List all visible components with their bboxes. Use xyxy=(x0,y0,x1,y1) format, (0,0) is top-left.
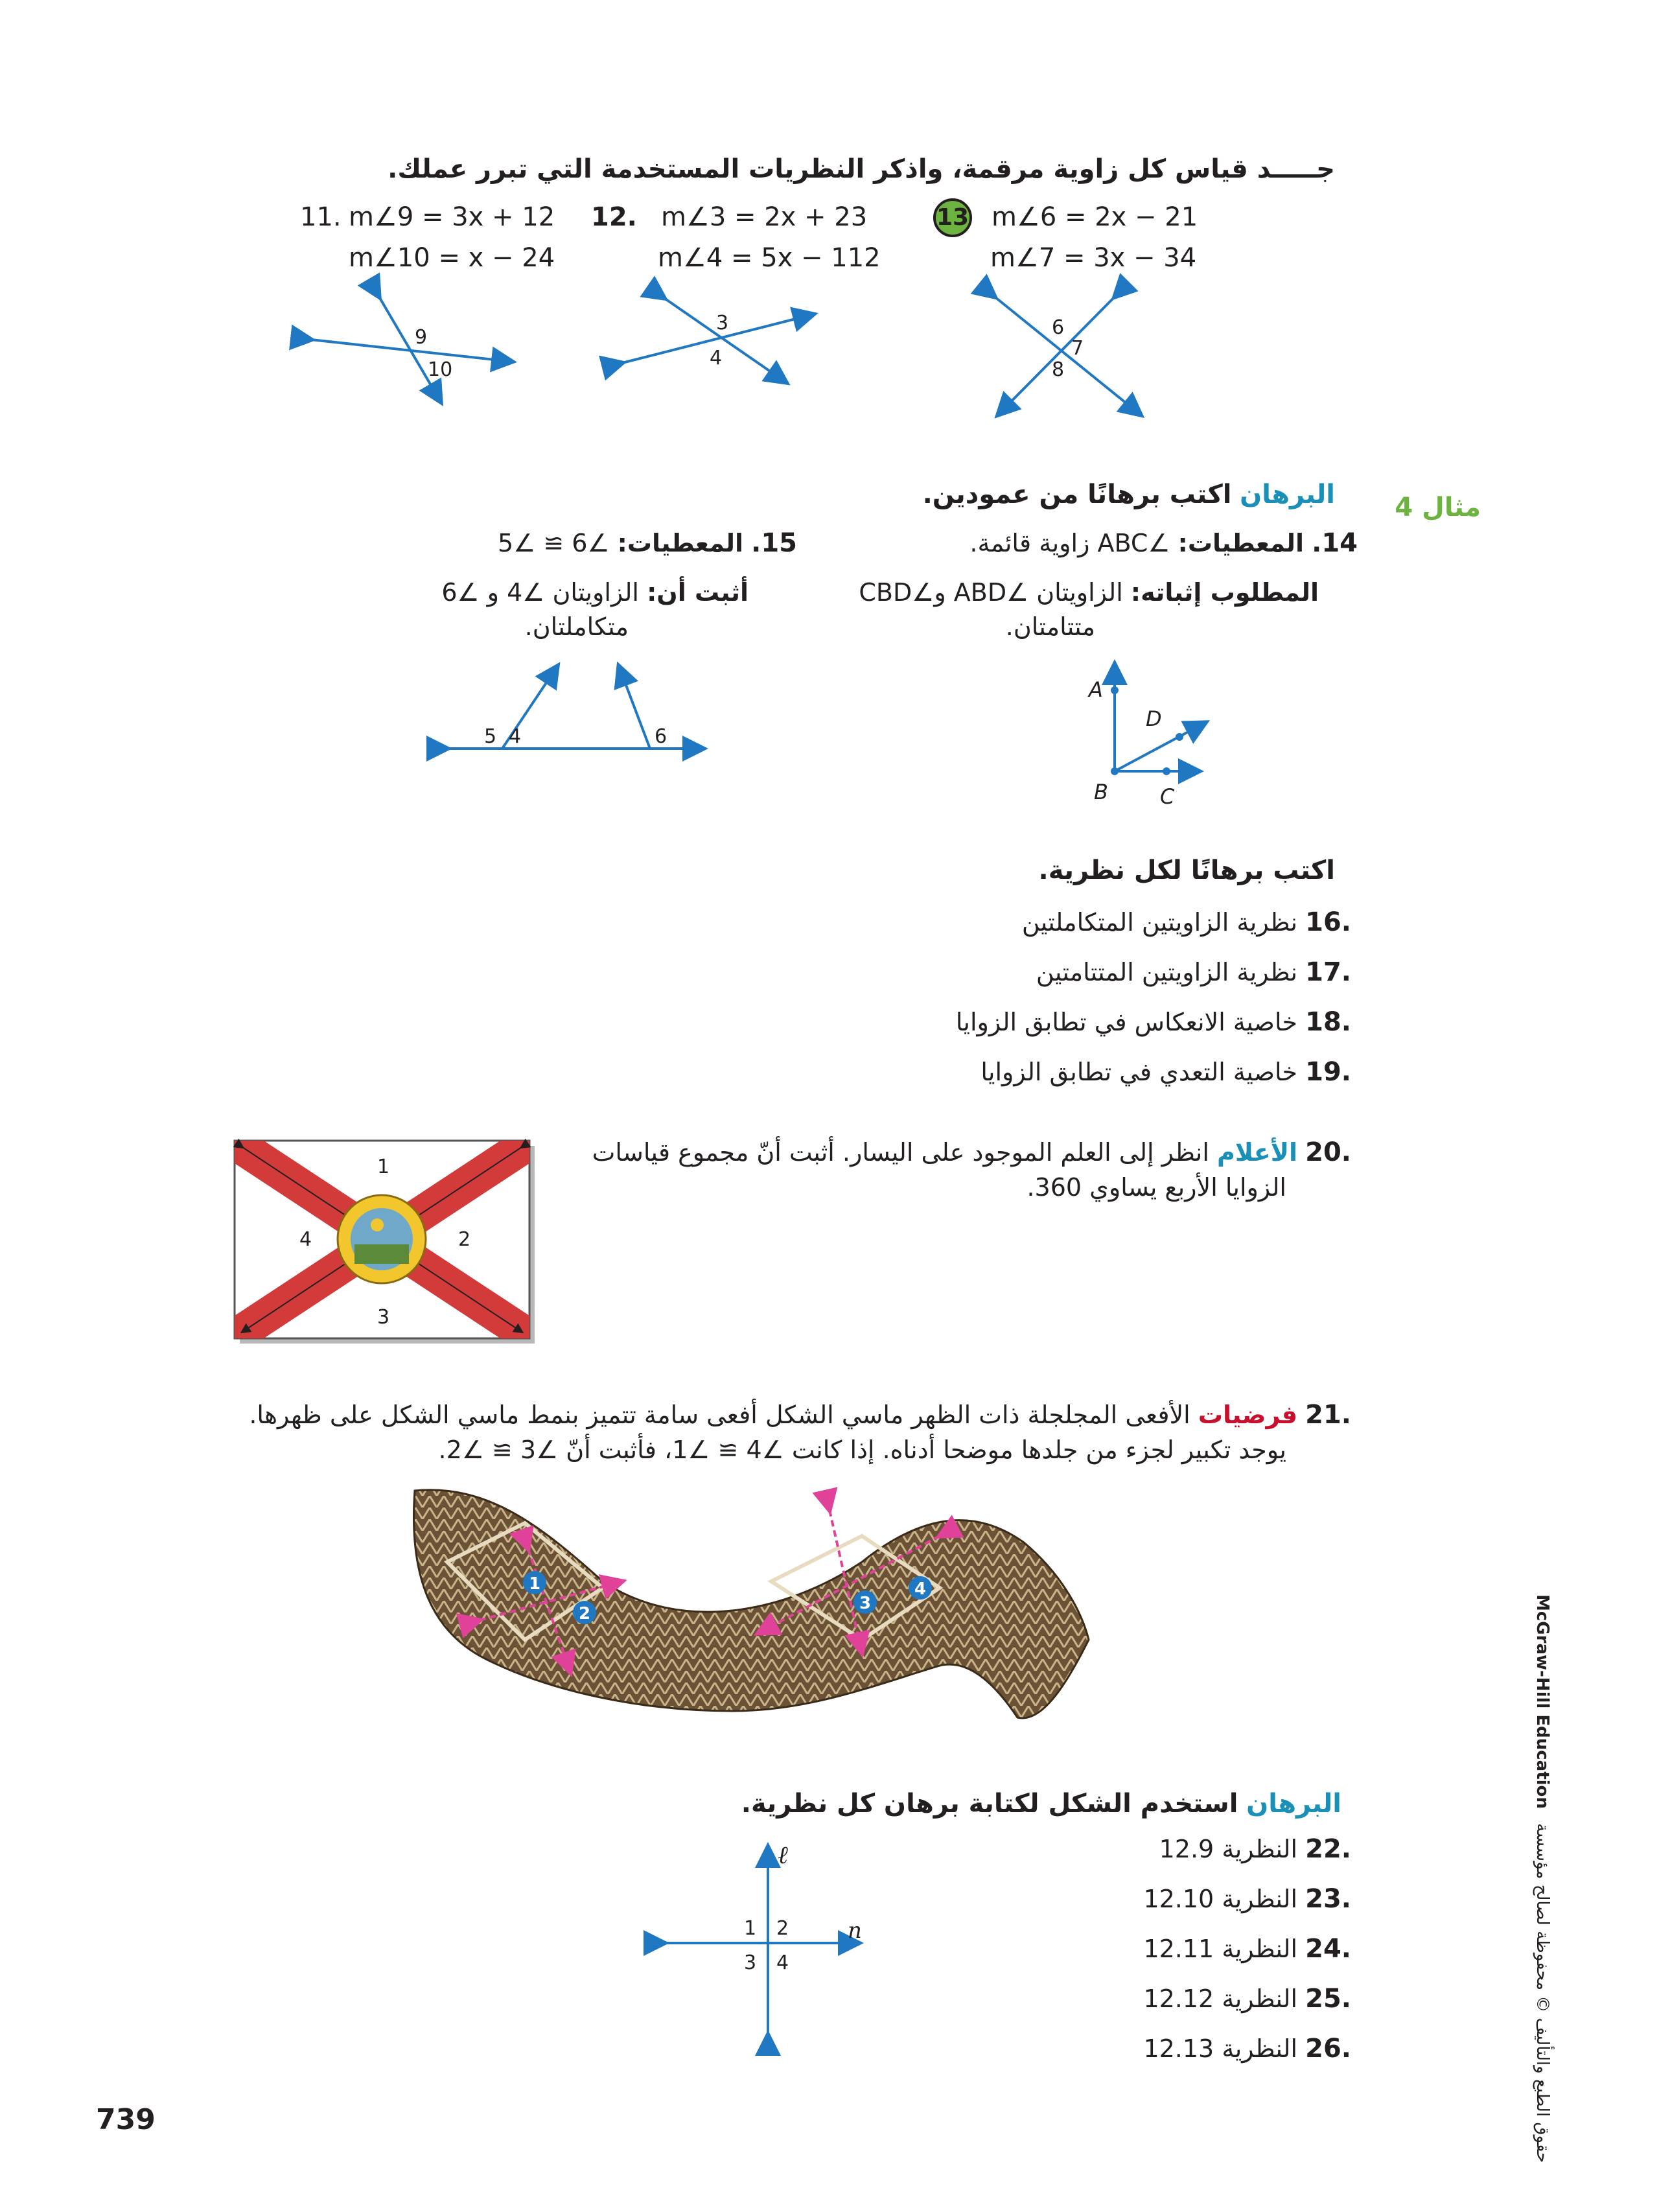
snake-body xyxy=(413,1490,1089,1718)
theorem-25 xyxy=(1143,1984,1351,2014)
perpendicular-lines-figure xyxy=(661,1834,881,2048)
proof2-heading xyxy=(741,1789,1341,1819)
theorem-24-number: .24 xyxy=(1305,1934,1351,1964)
p15-number: 15. xyxy=(751,528,797,558)
p21-tag: فرضيات xyxy=(1198,1401,1298,1429)
fig12-label-3: 3 xyxy=(716,312,729,334)
problem-13-line2: m∠7 = 3x − 34 xyxy=(990,243,1197,273)
figure-14 xyxy=(1069,658,1264,826)
problem-12-number: 12. xyxy=(591,202,637,232)
page-number: 739 xyxy=(96,2103,156,2136)
p14-given-row xyxy=(969,528,1358,558)
theorem-26 xyxy=(1143,2034,1351,2064)
label-line-l: ℓ xyxy=(778,1841,788,1869)
theorem-22-number: .22 xyxy=(1305,1834,1351,1864)
fig15-ray-right xyxy=(619,666,650,749)
p14-prove1: الزاويتان ∠ABD و∠CBD xyxy=(859,578,1123,607)
problem-12-line2: m∠4 = 5x − 112 xyxy=(658,243,881,273)
angle-label-1: 1 xyxy=(744,1917,757,1940)
angle-label-2: 2 xyxy=(776,1917,789,1940)
fig15-label-6: 6 xyxy=(655,725,667,748)
theorem-22 xyxy=(1159,1834,1351,1864)
snake-label-4: 4 xyxy=(914,1579,927,1599)
florida-flag xyxy=(235,1141,539,1348)
theorem-25-value: 12.12 xyxy=(1143,1985,1214,2013)
theorem-16 xyxy=(1022,907,1351,937)
p15-prove-label: أثبت أن: xyxy=(647,578,748,607)
theorem-23-value: 12.10 xyxy=(1143,1885,1214,1913)
theorem-24-label: النظرية xyxy=(1222,1935,1298,1963)
theorem-17 xyxy=(1036,957,1351,987)
theorem-25-number: .25 xyxy=(1305,1984,1351,2014)
theorem-17-number: .17 xyxy=(1305,957,1351,987)
theorem-19 xyxy=(980,1057,1351,1087)
problem-12-line1: m∠3 = 2x + 23 xyxy=(661,202,868,232)
theorem-22-label: النظرية xyxy=(1222,1835,1298,1863)
problem-13-badge xyxy=(933,198,972,237)
p20-number: .20 xyxy=(1305,1137,1351,1167)
fig13-label-8: 8 xyxy=(1052,358,1065,381)
header-instruction: جـــــد قياس كل زاوية مرقمة، واذكر النظريات المستخدمة التي تبرر عملك. xyxy=(388,154,1335,184)
p20-text1: انظر إلى العلم الموجود على اليسار. أثبت أنّ مجموع قياسات xyxy=(592,1138,1209,1167)
theorem-26-label: النظرية xyxy=(1222,2034,1298,2063)
flag-seal-sun xyxy=(371,1218,384,1231)
fig15-label-5: 5 xyxy=(484,725,497,748)
p14-prove-label: المطلوب إثباته: xyxy=(1130,578,1319,607)
side-publisher: McGraw-Hill Education xyxy=(1533,1594,1552,1809)
figure-12 xyxy=(619,285,826,415)
theorem-26-number: .26 xyxy=(1305,2034,1351,2064)
proof-heading-text: اكتب برهانًا من عمودين. xyxy=(922,480,1232,509)
fig14-point-d xyxy=(1176,733,1183,741)
p15-given-row xyxy=(498,528,797,558)
fig14-point-b xyxy=(1111,767,1119,775)
theorem-16-number: .16 xyxy=(1305,907,1351,937)
fig15-label-4: 4 xyxy=(509,725,522,748)
fig12-line-b xyxy=(664,298,786,382)
flag-label-1: 1 xyxy=(377,1156,390,1178)
p15-prove-row xyxy=(441,578,748,607)
proof2-heading-text: استخدم الشكل لكتابة برهان كل نظرية. xyxy=(741,1789,1238,1819)
figure-15 xyxy=(444,661,723,765)
flag-label-3: 3 xyxy=(377,1306,390,1329)
fig13-label-7: 7 xyxy=(1071,337,1084,360)
side-rights: حقوق الطبع والتأليف © محفوظة لصالح مؤسسة xyxy=(1533,1823,1552,2163)
fig11-label-9: 9 xyxy=(415,326,428,349)
p20-tag: الأعلام xyxy=(1217,1138,1298,1167)
theorem-23-number: .23 xyxy=(1305,1884,1351,1914)
theorem-24-value: 12.11 xyxy=(1143,1935,1214,1963)
problem-11-line1: m∠9 = 3x + 12 xyxy=(349,202,555,232)
proof-heading xyxy=(923,480,1335,509)
proof-tag: البرهان xyxy=(1240,480,1335,509)
p21-line2: يوجد تكبير لجزء من جلدها موضحا أدناه. إذا كانت ∠4 ≅ ∠1، فأثبت أنّ ∠3 ≅ ∠2. xyxy=(438,1436,1286,1464)
p14-prove2: متتامتان. xyxy=(1005,612,1095,641)
snake-label-3: 3 xyxy=(859,1594,872,1613)
theorem-23 xyxy=(1143,1884,1351,1914)
p14-number: 14. xyxy=(1312,528,1358,558)
fig14-label-b: B xyxy=(1094,780,1108,804)
p15-given: ∠6 ≅ ∠5 xyxy=(498,529,610,557)
snake-label-1: 1 xyxy=(529,1574,541,1594)
theorem-18-number: .18 xyxy=(1305,1007,1351,1037)
problem-11-number: 11. xyxy=(300,202,342,232)
fig14-point-c xyxy=(1163,767,1170,775)
flag-label-2: 2 xyxy=(458,1228,471,1251)
fig14-point-a xyxy=(1111,686,1119,694)
flag-seal-land xyxy=(354,1244,409,1264)
theorem-22-value: 12.9 xyxy=(1159,1835,1214,1863)
theorem-19-number: .19 xyxy=(1305,1057,1351,1087)
p15-prove2: متكاملتان. xyxy=(524,612,629,641)
p14-given: ∠ABC زاوية قائمة. xyxy=(969,529,1170,557)
theorem-heading: اكتب برهانًا لكل نظرية. xyxy=(1038,856,1335,885)
problem-11-line2: m∠10 = x − 24 xyxy=(349,243,555,273)
theorem-17-text: نظرية الزاويتين المتتامتين xyxy=(1036,958,1298,986)
flag-label-4: 4 xyxy=(299,1228,312,1251)
fig14-label-d: D xyxy=(1146,706,1162,731)
theorem-18-text: خاصية الانعكاس في تطابق الزوايا xyxy=(955,1008,1298,1036)
p21-text1: الأفعى المجلجلة ذات الظهر ماسي الشكل أفعى سامة تتميز بنمط ماسي الشكل على ظهرها. xyxy=(249,1401,1190,1429)
p20-line1 xyxy=(592,1137,1351,1167)
proof2-tag: البرهان xyxy=(1246,1789,1341,1819)
figure-11 xyxy=(305,285,538,415)
theorem-25-label: النظرية xyxy=(1222,1985,1298,2013)
snake-skin-figure xyxy=(408,1484,1095,1730)
fig11-label-10: 10 xyxy=(428,358,453,381)
example-label: مثال 4 xyxy=(1395,493,1481,522)
problem-13-line1: m∠6 = 2x − 21 xyxy=(992,202,1198,232)
p21-line1 xyxy=(249,1400,1351,1430)
theorem-19-text: خاصية التعدي في تطابق الزوايا xyxy=(980,1058,1298,1086)
theorem-23-label: النظرية xyxy=(1222,1885,1298,1913)
theorem-24 xyxy=(1143,1934,1351,1964)
p15-given-label: المعطيات: xyxy=(617,529,744,557)
fig14-label-a: A xyxy=(1089,677,1103,702)
side-credit xyxy=(1533,1594,1552,2163)
p15-prove1: الزاويتان ∠4 و ∠6 xyxy=(441,578,639,607)
p14-prove-row xyxy=(859,578,1319,607)
theorem-26-value: 12.13 xyxy=(1143,2034,1214,2063)
snake-label-2: 2 xyxy=(579,1604,591,1624)
p20-line2: الزوايا الأربع يساوي 360. xyxy=(1027,1173,1286,1202)
theorem-16-text: نظرية الزاويتين المتكاملتين xyxy=(1021,908,1298,937)
label-line-n: n xyxy=(848,1918,862,1944)
figure-13 xyxy=(985,285,1166,428)
fig12-label-4: 4 xyxy=(710,347,723,369)
problem-13-number: 13 xyxy=(933,198,972,237)
angle-label-3: 3 xyxy=(744,1951,757,1974)
fig13-label-6: 6 xyxy=(1052,316,1065,339)
p21-number: .21 xyxy=(1305,1400,1351,1430)
angle-label-4: 4 xyxy=(776,1951,789,1974)
p14-given-label: المعطيات: xyxy=(1178,529,1305,557)
fig14-label-c: C xyxy=(1160,784,1175,809)
theorem-18 xyxy=(956,1007,1351,1037)
